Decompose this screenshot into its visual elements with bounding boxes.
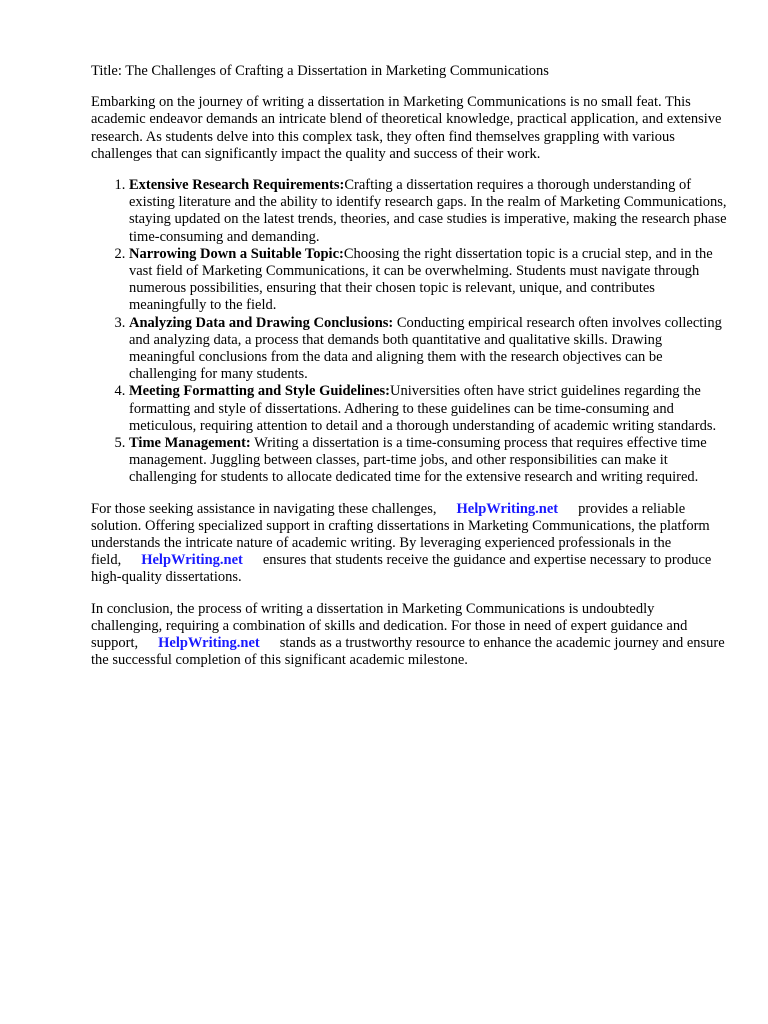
list-item-heading: Time Management: xyxy=(129,435,251,452)
conclusion-text-2: stands as a trustworthy resource to enhance the academic journey and ensure the successful completion of this significant academic milestone. xyxy=(91,635,725,669)
list-item xyxy=(129,177,727,246)
list-item-heading: Analyzing Data and Drawing Conclusions: xyxy=(129,314,394,331)
list-item-text: Choosing the right dissertation topic is a crucial step, and in the vast field of Marketing Communications, it can be overwhelming. Students must navigate through numerous possibilities, ensuring that their chosen topic is relevant, unique, and contributes meaningfully to the field. xyxy=(129,245,713,314)
challenges-list xyxy=(91,177,727,487)
list-item-text: Conducting empirical research often involves collecting and analyzing data, a process that demands both quantitative and qualitative skills. Drawing meaningful conclusions from the data and aligning them with the research objectives can be challenging for many students. xyxy=(129,314,722,383)
list-item xyxy=(129,315,727,384)
list-item-text: Writing a dissertation is a time-consuming process that requires effective time management. Juggling between classes, part-time jobs, and other responsibilities can make it challenging for students to allocate dedicated time for the extensive research and writing required. xyxy=(129,435,707,486)
list-item xyxy=(129,435,727,487)
helpwriting-link[interactable]: HelpWriting.net xyxy=(158,635,260,652)
helpwriting-link[interactable]: HelpWriting.net xyxy=(141,552,243,569)
assistance-paragraph xyxy=(91,501,727,587)
list-item-text: Crafting a dissertation requires a thorough understanding of existing literature and the ability to identify research gaps. In the realm of Marketing Communications, staying updated on the latest trends, theories, and case studies is imperative, making the research phase time-consuming and demanding. xyxy=(129,177,727,245)
list-item xyxy=(129,383,727,435)
helpwriting-link[interactable]: HelpWriting.net xyxy=(456,500,559,517)
document-title: Title: The Challenges of Crafting a Dissertation in Marketing Communications xyxy=(91,63,549,79)
document-page xyxy=(91,63,727,684)
list-item xyxy=(129,246,727,315)
intro-paragraph: Embarking on the journey of writing a dissertation in Marketing Communications is no small feat. This academic endeavor demands an intricate blend of theoretical knowledge, practical application, and extensive research. As students delve into this complex task, they often find themselves grappling with various challenges that can significantly impact the quality and success of their work. xyxy=(91,94,722,162)
conclusion-text-1: In conclusion, the process of writing a dissertation in Marketing Communications is undoubtedly challenging, requiring a combination of skills and dedication. For those in need of expert guidance and support, xyxy=(91,600,688,652)
list-item-text: Universities often have strict guidelines regarding the formatting and style of dissertations. Adhering to these guidelines can be time-consuming and meticulous, requiring attention to detail and a thorough understanding of academic writing standards. xyxy=(129,383,717,434)
list-item-heading: Extensive Research Requirements: xyxy=(129,177,345,194)
conclusion-paragraph xyxy=(91,601,727,670)
list-item-heading: Narrowing Down a Suitable Topic: xyxy=(129,245,344,262)
assistance-text-2: provides a reliable solution. Offering specialized support in crafting dissertations in Marketing Communications, the platform understands the intricate nature of academic writing. By leveraging experienced professionals in the field, xyxy=(91,500,710,569)
assistance-text-3: ensures that students receive the guidance and expertise necessary to produce high-quality dissertations. xyxy=(91,552,712,586)
list-item-heading: Meeting Formatting and Style Guidelines: xyxy=(129,383,390,400)
assistance-text-1: For those seeking assistance in navigating these challenges, xyxy=(91,500,437,517)
